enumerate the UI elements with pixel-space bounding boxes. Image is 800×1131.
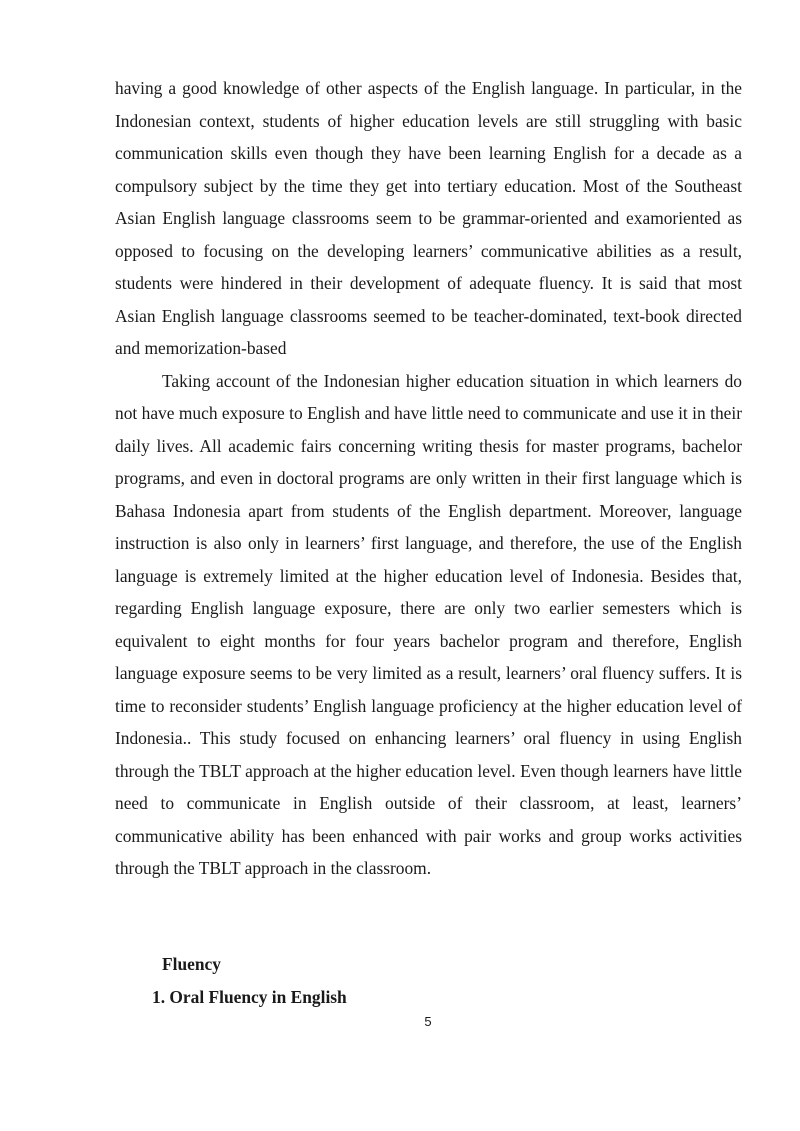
section-heading-fluency: Fluency xyxy=(162,954,221,974)
body-text xyxy=(115,72,742,885)
paragraph-indonesian-context: Taking account of the Indonesian higher education situation in which learners do not have much exposure to English and have little need to communicate and use it in their daily lives. All academic fairs concerning writing thesis for master programs, bachelor programs, and even in doctoral programs are only written in their first language which is Bahasa Indonesia apart from students of the English department. Moreover, language instruction is also only in learners’ first language, and therefore, the use of the English language is extremely limited at the higher education level of Indonesia. Besides that, regarding English language exposure, there are only two earlier semesters which is equivalent to eight months for four years bachelor program and therefore, English language exposure seems to be very limited as a result, learners’ oral fluency suffers. It is time to reconsider students’ English language proficiency at the higher education level of Indonesia.. This study focused on enhancing learners’ oral fluency in using English through the TBLT approach at the higher education level. Even though learners have little need to communicate in English outside of their classroom, at least, learners’ communicative ability has been enhanced with pair works and group works activities through the TBLT approach in the classroom. xyxy=(115,370,742,878)
subsection-heading-oral-fluency: 1. Oral Fluency in English xyxy=(152,987,347,1007)
paragraph-continuation: having a good knowledge of other aspects of the English language. In particular, in the Indonesian context, students of higher education levels are still struggling with basic communication skills even though they have been learning English for a decade as a compulsory subject by the time they get into tertiary education. Most of the Southeast Asian English language classrooms seem to be grammar-oriented and examoriented as opposed to focusing on the developing learners’ communicative abilities as a result, students were hindered in their development of adequate fluency. It is said that most Asian English language classrooms seemed to be teacher-dominated, text-book directed and memorization-based xyxy=(115,78,742,358)
page-number: 5 xyxy=(424,1014,432,1029)
